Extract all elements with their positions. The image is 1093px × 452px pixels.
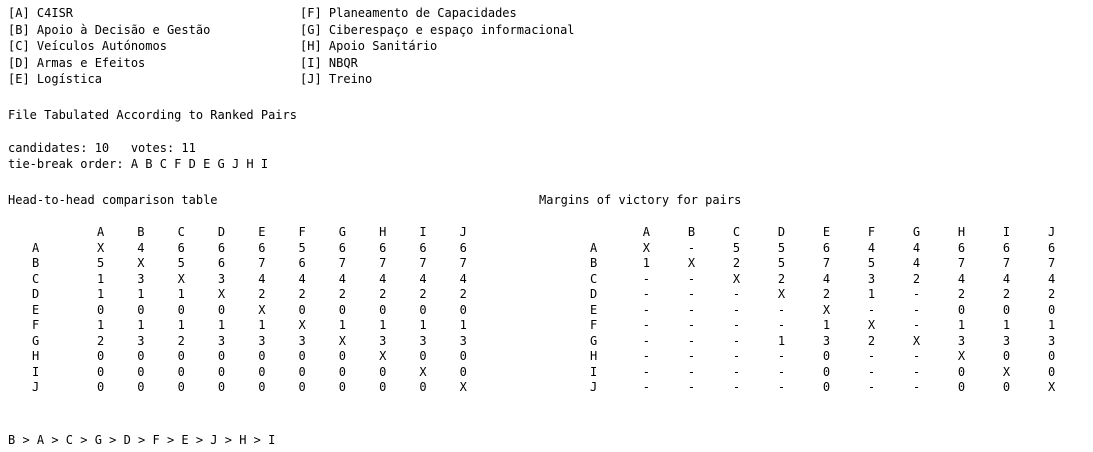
legend-item-i: [I] NBQR: [300, 55, 358, 70]
margins-cell: -: [732, 333, 741, 348]
margins-cell: X: [957, 349, 966, 363]
h2h-cell: X: [137, 256, 145, 270]
margins-column-header: B: [687, 225, 696, 239]
h2h-cell: 5: [298, 240, 306, 255]
margins-cell: -: [732, 318, 741, 332]
margins-cell: 4: [822, 271, 831, 286]
h2h-cell: 0: [298, 364, 306, 379]
h2h-cell: 2: [419, 287, 427, 301]
margins-cell: 0: [1002, 349, 1011, 363]
h2h-cell: 0: [338, 364, 347, 379]
margins-row-label: F: [590, 318, 598, 332]
margins-cell: 3: [957, 333, 966, 348]
h2h-cell: 4: [137, 240, 145, 255]
margins-cell: -: [732, 287, 741, 301]
margins-column-header: H: [957, 225, 966, 239]
margins-cell: 1: [642, 256, 651, 270]
h2h-cell: 7: [258, 256, 266, 270]
margins-cell: -: [912, 318, 921, 332]
h2h-cell: 0: [97, 364, 105, 379]
h2h-cell: 0: [459, 349, 467, 363]
h2h-cell: X: [338, 333, 347, 348]
margins-cell: -: [777, 380, 786, 394]
h2h-cell: 6: [177, 240, 185, 255]
margins-cell: -: [732, 364, 741, 379]
h2h-cell: 4: [338, 271, 347, 286]
h2h-column-header: G: [338, 225, 347, 239]
margins-cell: -: [867, 364, 876, 379]
legend-item-e: [E] Logística: [8, 72, 102, 86]
margins-cell: 4: [1047, 271, 1056, 286]
margins-cell: -: [687, 349, 696, 363]
h2h-row: [32, 318, 500, 334]
h2h-cell: 0: [258, 349, 266, 363]
h2h-cell: 0: [137, 349, 145, 363]
h2h-cell: 0: [137, 302, 145, 317]
h2h-column-header: I: [419, 225, 427, 239]
margins-row-label: I: [590, 364, 598, 379]
h2h-cell: 0: [379, 302, 387, 317]
margins-cell: -: [642, 364, 651, 379]
margins-cell: 2: [1047, 287, 1056, 301]
h2h-cell: 6: [338, 240, 347, 255]
h2h-cell: 7: [338, 256, 347, 270]
margins-cell: 7: [957, 256, 966, 270]
h2h-row-label: A: [32, 240, 40, 255]
legend-item-d: [D] Armas e Efeitos: [8, 55, 146, 70]
margins-row: [590, 272, 1093, 288]
h2h-row: [32, 287, 500, 303]
margins-table: [590, 225, 1093, 396]
margins-cell: -: [687, 287, 696, 301]
margins-row: [590, 241, 1093, 257]
margins-cell: -: [687, 364, 696, 379]
margins-row-label: C: [590, 271, 598, 286]
margins-column-header: G: [912, 225, 921, 239]
margins-cell: 6: [822, 240, 831, 255]
h2h-row-label: B: [32, 256, 40, 270]
margins-cell: 1: [777, 333, 786, 348]
h2h-cell: X: [459, 380, 467, 394]
h2h-cell: 5: [177, 256, 185, 270]
h2h-cell: 3: [258, 333, 266, 348]
h2h-cell: 0: [298, 380, 306, 394]
h2h-cell: 6: [419, 240, 427, 255]
h2h-cell: 4: [298, 271, 306, 286]
h2h-cell: 1: [419, 318, 427, 332]
h2h-column-header: D: [217, 225, 226, 239]
h2h-cell: 0: [258, 380, 266, 394]
h2h-cell: 4: [258, 271, 266, 286]
h2h-cell: 0: [419, 302, 427, 317]
margins-cell: 4: [912, 256, 921, 270]
margins-cell: 2: [777, 271, 786, 286]
margins-column-header: D: [777, 225, 786, 239]
margins-cell: -: [642, 318, 651, 332]
h2h-cell: X: [217, 287, 226, 301]
margins-cell: X: [1002, 364, 1011, 379]
h2h-cell: 1: [177, 287, 185, 301]
h2h-row: [32, 256, 500, 272]
margins-cell: 5: [867, 256, 876, 270]
margins-cell: 3: [822, 333, 831, 348]
h2h-row: [32, 272, 500, 288]
h2h-row: [32, 241, 500, 257]
h2h-cell: 0: [338, 349, 347, 363]
margins-cell: 0: [1002, 302, 1011, 317]
h2h-header-row: [32, 225, 500, 241]
h2h-row: [32, 334, 500, 350]
margins-cell: X: [912, 333, 921, 348]
h2h-cell: 1: [137, 318, 145, 332]
h2h-cell: 0: [338, 302, 347, 317]
margins-row: [590, 256, 1093, 272]
h2h-cell: 0: [379, 380, 387, 394]
h2h-row: [32, 303, 500, 319]
h2h-cell: 3: [137, 271, 145, 286]
h2h-cell: 0: [97, 380, 105, 394]
h2h-cell: 7: [459, 256, 467, 270]
margins-column-header: C: [732, 225, 741, 239]
h2h-cell: X: [419, 364, 427, 379]
margins-cell: -: [777, 364, 786, 379]
h2h-cell: X: [97, 240, 105, 255]
legend-item-a: [A] C4ISR: [8, 6, 74, 20]
h2h-cell: 0: [177, 302, 185, 317]
h2h-cell: 4: [419, 271, 427, 286]
margins-cell: -: [777, 318, 786, 332]
margins-cell: -: [687, 333, 696, 348]
h2h-cell: 2: [97, 333, 105, 348]
margins-cell: X: [732, 271, 741, 286]
margins-cell: -: [867, 302, 876, 317]
margins-cell: 1: [1047, 318, 1056, 332]
h2h-cell: 6: [217, 240, 226, 255]
legend-item-j: [J] Treino: [300, 72, 373, 86]
h2h-cell: 0: [137, 380, 145, 394]
h2h-cell: 0: [298, 349, 306, 363]
margins-cell: 1: [957, 318, 966, 332]
margins-cell: -: [867, 349, 876, 363]
h2h-cell: 0: [177, 349, 185, 363]
margins-cell: -: [867, 380, 876, 394]
margins-row-label: A: [590, 240, 598, 255]
margins-cell: 0: [822, 364, 831, 379]
margins-header-row: [590, 225, 1093, 241]
h2h-cell: 3: [298, 333, 306, 348]
h2h-column-header: C: [177, 225, 185, 239]
legend-item-b: [B] Apoio à Decisão e Gestão: [8, 22, 211, 37]
h2h-cell: 3: [419, 333, 427, 348]
h2h-row-label: J: [32, 380, 40, 394]
legend-left: [8, 5, 210, 88]
margins-cell: -: [912, 302, 921, 317]
h2h-cell: 0: [258, 364, 266, 379]
h2h-row-label: I: [32, 364, 40, 379]
h2h-column-header: H: [379, 225, 387, 239]
margins-cell: 0: [1047, 302, 1056, 317]
margins-row: [590, 365, 1093, 381]
h2h-cell: 0: [97, 302, 105, 317]
margins-cell: -: [912, 287, 921, 301]
margins-cell: 1: [867, 287, 876, 301]
file-title: File Tabulated According to Ranked Pairs: [8, 108, 297, 122]
margins-column-header: I: [1002, 225, 1011, 239]
h2h-cell: 0: [217, 380, 226, 394]
margins-cell: 6: [957, 240, 966, 255]
h2h-cell: 3: [379, 333, 387, 348]
h2h-corner: [32, 225, 97, 241]
h2h-cell: 1: [338, 318, 347, 332]
margins-cell: 0: [822, 349, 831, 363]
h2h-row: [32, 380, 500, 396]
h2h-cell: 1: [217, 318, 226, 332]
margins-cell: 0: [1047, 364, 1056, 379]
h2h-row-label: H: [32, 349, 40, 363]
margins-cell: 5: [777, 256, 786, 270]
margins-row: [590, 334, 1093, 350]
margins-cell: -: [777, 349, 786, 363]
margins-cell: 2: [732, 256, 741, 270]
margins-title: Margins of victory for pairs: [539, 193, 742, 207]
h2h-cell: 1: [177, 318, 185, 332]
h2h-title: Head-to-head comparison table: [8, 193, 218, 207]
h2h-cell: X: [379, 349, 387, 363]
legend-item-g: [G] Ciberespaço e espaço informacional: [300, 22, 575, 37]
margins-cell: X: [687, 256, 696, 270]
h2h-cell: 1: [97, 271, 105, 286]
h2h-row-label: E: [32, 302, 40, 317]
margins-cell: -: [642, 333, 651, 348]
margins-cell: 2: [822, 287, 831, 301]
h2h-cell: 7: [379, 256, 387, 270]
h2h-column-header: F: [298, 225, 306, 239]
margins-row-label: B: [590, 256, 598, 270]
h2h-cell: 6: [459, 240, 467, 255]
margins-cell: -: [687, 380, 696, 394]
legend-item-c: [C] Veículos Autónomos: [8, 39, 167, 53]
margins-cell: 0: [1002, 380, 1011, 394]
h2h-cell: 0: [97, 349, 105, 363]
head-to-head-table: [32, 225, 500, 396]
margins-cell: 4: [957, 271, 966, 286]
legend-item-f: [F] Planeamento de Capacidades: [300, 6, 517, 20]
margins-cell: 7: [822, 256, 831, 270]
h2h-cell: 2: [338, 287, 347, 301]
margins-cell: -: [732, 349, 741, 363]
margins-cell: 0: [1047, 349, 1056, 363]
margins-row: [590, 287, 1093, 303]
legend-right: [300, 5, 575, 88]
h2h-row-label: F: [32, 318, 40, 332]
margins-cell: 6: [1047, 240, 1056, 255]
margins-row-label: G: [590, 333, 598, 348]
margins-cell: -: [732, 302, 741, 317]
h2h-cell: 2: [298, 287, 306, 301]
margins-cell: 7: [1002, 256, 1011, 270]
h2h-cell: 2: [459, 287, 467, 301]
h2h-cell: 0: [379, 364, 387, 379]
margins-row-label: D: [590, 287, 598, 301]
margins-cell: 3: [1002, 333, 1011, 348]
margins-cell: 7: [1047, 256, 1056, 270]
h2h-column-header: J: [459, 225, 467, 239]
h2h-cell: 1: [97, 318, 105, 332]
margins-cell: 2: [957, 287, 966, 301]
margins-column-header: F: [867, 225, 876, 239]
tiebreak-line: tie-break order: A B C F D E G J H I: [8, 157, 269, 171]
margins-row: [590, 318, 1093, 334]
h2h-row-label: C: [32, 271, 40, 286]
margins-cell: -: [777, 302, 786, 317]
margins-row: [590, 380, 1093, 396]
h2h-cell: 1: [459, 318, 467, 332]
h2h-cell: 6: [217, 256, 226, 270]
margins-cell: -: [642, 380, 651, 394]
h2h-cell: 1: [379, 318, 387, 332]
margins-cell: X: [822, 302, 831, 317]
stats-line: candidates: 10 votes: 11: [8, 141, 196, 155]
margins-cell: -: [642, 302, 651, 317]
margins-cell: 4: [867, 240, 876, 255]
margins-cell: 0: [822, 380, 831, 394]
margins-cell: X: [642, 240, 651, 255]
margins-cell: -: [912, 364, 921, 379]
h2h-cell: 6: [258, 240, 266, 255]
margins-cell: 3: [1047, 333, 1056, 348]
margins-cell: 0: [957, 302, 966, 317]
margins-column-header: A: [642, 225, 651, 239]
h2h-row-label: G: [32, 333, 40, 348]
h2h-cell: 7: [419, 256, 427, 270]
h2h-cell: X: [258, 302, 266, 317]
h2h-cell: 0: [459, 364, 467, 379]
ranking-result: B > A > C > G > D > F > E > J > H > I: [8, 433, 276, 447]
h2h-cell: 5: [97, 256, 105, 270]
margins-cell: 4: [912, 240, 921, 255]
h2h-cell: 1: [258, 318, 266, 332]
h2h-cell: 6: [298, 256, 306, 270]
margins-cell: -: [642, 271, 651, 286]
h2h-cell: 0: [217, 349, 226, 363]
h2h-cell: 6: [379, 240, 387, 255]
margins-row-label: E: [590, 302, 598, 317]
margins-cell: 6: [1002, 240, 1011, 255]
h2h-cell: 3: [217, 333, 226, 348]
h2h-cell: 4: [379, 271, 387, 286]
margins-row-label: H: [590, 349, 598, 363]
margins-cell: -: [912, 349, 921, 363]
margins-row: [590, 349, 1093, 365]
margins-cell: 1: [822, 318, 831, 332]
margins-cell: X: [1047, 380, 1056, 394]
h2h-cell: 0: [419, 349, 427, 363]
h2h-cell: 0: [338, 380, 347, 394]
h2h-cell: 4: [459, 271, 467, 286]
margins-cell: -: [687, 271, 696, 286]
h2h-cell: 0: [177, 380, 185, 394]
h2h-row-label: D: [32, 287, 40, 301]
h2h-cell: 0: [217, 364, 226, 379]
margins-cell: -: [642, 349, 651, 363]
margins-cell: 3: [867, 271, 876, 286]
h2h-cell: 0: [177, 364, 185, 379]
margins-column-header: J: [1047, 225, 1056, 239]
h2h-cell: 2: [258, 287, 266, 301]
h2h-cell: 3: [217, 271, 226, 286]
h2h-cell: X: [298, 318, 306, 332]
margins-cell: X: [777, 287, 786, 301]
margins-cell: 0: [957, 380, 966, 394]
h2h-cell: 0: [137, 364, 145, 379]
margins-cell: 5: [777, 240, 786, 255]
margins-cell: -: [687, 240, 696, 255]
margins-cell: 1: [1002, 318, 1011, 332]
h2h-cell: 2: [379, 287, 387, 301]
margins-cell: -: [687, 318, 696, 332]
h2h-row: [32, 349, 500, 365]
margins-cell: 5: [732, 240, 741, 255]
margins-row: [590, 303, 1093, 319]
h2h-column-header: A: [97, 225, 105, 239]
h2h-cell: 0: [459, 302, 467, 317]
margins-cell: 2: [1002, 287, 1011, 301]
h2h-cell: 3: [459, 333, 467, 348]
margins-cell: X: [867, 318, 876, 332]
margins-cell: 0: [957, 364, 966, 379]
h2h-cell: 1: [137, 287, 145, 301]
h2h-cell: 1: [97, 287, 105, 301]
margins-cell: -: [687, 302, 696, 317]
h2h-cell: 0: [217, 302, 226, 317]
h2h-column-header: B: [137, 225, 145, 239]
margins-row-label: J: [590, 380, 598, 394]
h2h-cell: 0: [298, 302, 306, 317]
h2h-column-header: E: [258, 225, 266, 239]
h2h-cell: 2: [177, 333, 185, 348]
margins-cell: 4: [1002, 271, 1011, 286]
margins-corner: [590, 225, 643, 241]
margins-cell: -: [642, 287, 651, 301]
h2h-cell: 3: [137, 333, 145, 348]
h2h-cell: X: [177, 271, 185, 286]
h2h-row: [32, 365, 500, 381]
margins-cell: -: [732, 380, 741, 394]
margins-cell: -: [912, 380, 921, 394]
legend-item-h: [H] Apoio Sanitário: [300, 39, 438, 53]
margins-column-header: E: [822, 225, 831, 239]
margins-cell: 2: [867, 333, 876, 348]
h2h-cell: 0: [419, 380, 427, 394]
margins-cell: 2: [912, 271, 921, 286]
